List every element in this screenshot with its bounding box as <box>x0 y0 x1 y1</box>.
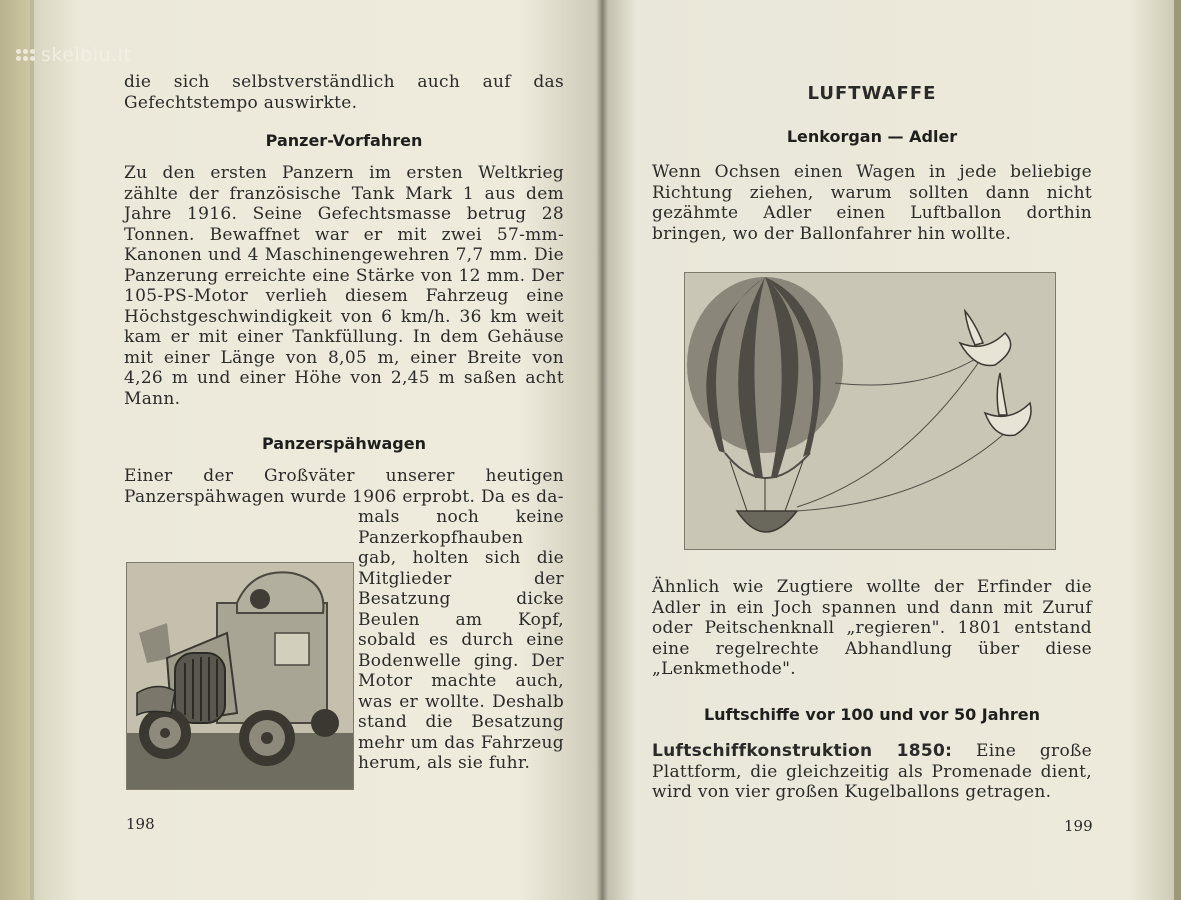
text-luftschiffkonstruktion: Eine große Plattform, die gleichzeitig als Promenade dient, wird von vier großen Kugelballons getragen. <box>652 741 1092 802</box>
watermark-text: skelbiu.lt <box>41 44 132 66</box>
page-number-left: 198 <box>126 815 155 833</box>
balloon-eagles-illustration <box>684 272 1056 550</box>
paragraph-lenkorgan-adler: Wenn Ochsen einen Wagen in jede beliebige Richtung ziehen, warum sollten dann nicht gezähmte Adler einen Luftballon dorthin bringen, wo der Ballonfahrer hin wollte. <box>652 162 1092 244</box>
heading-luftschiffe: Luftschiffe vor 100 und vor 50 Jahren <box>703 705 1041 724</box>
paragraph-panzerspaehwagen-top: Einer der Großväter unserer heutigen Panzerspähwagen wurde 1906 erprobt. Da es da- <box>124 466 564 507</box>
paragraph-luftschiffkonstruktion <box>652 741 1092 803</box>
left-page <box>30 0 606 900</box>
paragraph-panzerspaehwagen-side: mals noch keine Panzerkopfhauben gab, holten sich die Mitglieder der Besatzung dicke Beulen am Kopf, sobald es durch eine Bodenwelle ging. Der Motor machte auch, was er wollte. Deshalb stand die Besatzung mehr um das Fahrzeug herum, als sie fuhr. <box>358 507 564 773</box>
watermark <box>16 44 131 66</box>
lead-luftschiffkonstruktion: Luftschiffkonstruktion 1850: <box>652 741 953 761</box>
section-title-luftwaffe: LUFTWAFFE <box>807 83 937 104</box>
balloon-eagles-image <box>685 273 1055 549</box>
page-number-right: 199 <box>1064 817 1093 835</box>
watermark-logo-icon <box>16 49 35 61</box>
heading-panzer-vorfahren: Panzer-Vorfahren <box>265 131 423 150</box>
paragraph-zugtiere: Ähnlich wie Zugtiere wollte der Erfinder die Adler in ein Joch spannen und dann mit Zuruf oder Peitschenknall „regieren". 1801 entstand eine regelrechte Abhandlung über diese „Lenkmethode". <box>652 577 1092 679</box>
armored-car-illustration <box>126 562 354 790</box>
right-page <box>602 0 1174 900</box>
armored-car-image <box>127 563 353 789</box>
paragraph-panzer-vorfahren: Zu den ersten Panzern im ersten Weltkrieg zählte der französische Tank Mark 1 aus dem Jahre 1916. Seine Gefechtsmasse betrug 28 Tonnen. Bewaffnet war er mit zwei 57-mm-Kanonen und 4 Maschinengewehren 7,7 mm. Die Panzerung erreichte eine Stärke von 12 mm. Der 105-PS-Motor verlieh diesem Fahrzeug eine Höchstgeschwindigkeit von 6 km/h. 36 km weit kam er mit einer Tankfüllung. In dem Gehäuse mit einer Länge von 8,05 m, einer Breite von 4,26 m und einer Höhe von 2,45 m saßen acht Mann. <box>124 163 564 409</box>
book-gutter <box>596 0 608 900</box>
heading-lenkorgan-adler: Lenkorgan — Adler <box>786 127 958 146</box>
intro-text: die sich selbstverständlich auch auf das Gefechtstempo auswirkte. <box>124 72 564 113</box>
heading-panzerspaehwagen: Panzerspähwagen <box>262 434 426 453</box>
